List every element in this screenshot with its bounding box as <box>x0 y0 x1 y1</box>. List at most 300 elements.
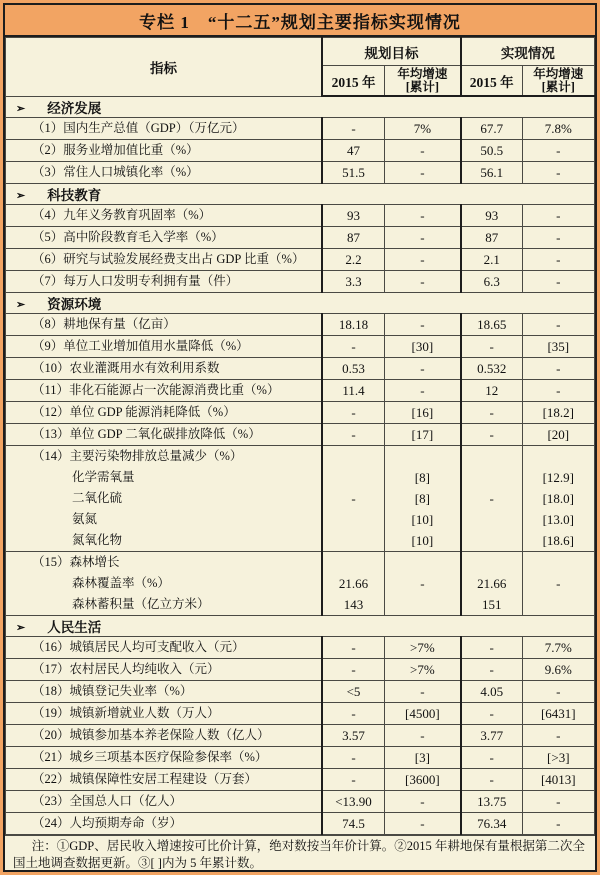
value-text: [13.0] <box>542 512 574 527</box>
value-text: [17] <box>411 427 434 442</box>
section-title: 科技教育 <box>47 188 102 203</box>
value-text: - <box>489 706 494 721</box>
value-text: - <box>556 816 561 831</box>
actual-growth-cell <box>522 205 594 227</box>
value-text: 67.7 <box>480 121 504 136</box>
value-text: - <box>420 684 425 699</box>
value-text: - <box>351 706 356 721</box>
value-text: [20] <box>547 427 570 442</box>
target-growth-cell <box>384 271 460 293</box>
indicator-text: （4）九年义务教育巩固率（%） <box>32 208 212 222</box>
section-arrow-icon: ➢ <box>16 622 26 634</box>
actual-growth-cell <box>522 813 594 835</box>
indicator-cell <box>6 358 323 380</box>
indicator-cell <box>6 446 323 552</box>
target-2015-cell <box>322 205 384 227</box>
table-row <box>6 681 595 703</box>
indicator-cell <box>6 162 323 184</box>
value-text: 3.57 <box>342 728 365 743</box>
value-text <box>385 446 460 467</box>
value-text <box>323 530 384 551</box>
value-text: 13.75 <box>477 794 507 809</box>
indicator-cell <box>6 314 323 336</box>
target-2015-cell <box>322 681 384 703</box>
value-text: 7.8% <box>544 121 572 136</box>
table-row <box>6 162 595 184</box>
target-growth-cell <box>384 227 460 249</box>
value-text: 6.3 <box>483 274 500 289</box>
indicator-text: （16）城镇居民人均可支配收入（元） <box>32 640 245 654</box>
target-2015-cell <box>322 424 384 446</box>
table-row <box>6 314 595 336</box>
table-row <box>6 747 595 769</box>
value-text: - <box>556 274 561 289</box>
value-text: [4013] <box>540 772 576 787</box>
table-row <box>6 249 595 271</box>
value-text: - <box>420 728 425 743</box>
indicator-text: （12）单位 GDP 能源消耗降低（%） <box>32 405 236 419</box>
indicator-text: （6）研究与试验发展经费支出占 GDP 比重（%） <box>32 252 305 266</box>
indicator-cell <box>6 552 323 616</box>
value-text: 93 <box>347 208 361 223</box>
value-text: [6431] <box>540 706 576 721</box>
actual-growth-cell <box>522 162 594 184</box>
value-text: <13.90 <box>335 794 372 809</box>
target-growth-cell <box>384 769 460 791</box>
table-row <box>6 791 595 813</box>
indicator-cell <box>6 725 323 747</box>
target-2015-cell <box>322 162 384 184</box>
value-text: [12.9] <box>542 470 574 485</box>
value-text <box>523 594 594 615</box>
value-text <box>462 552 522 573</box>
value-text: - <box>556 684 561 699</box>
indicator-text: （10）农业灌溉用水有效利用系数 <box>32 361 220 375</box>
value-text: 74.5 <box>342 816 365 831</box>
value-text: - <box>556 728 561 743</box>
indicator-text: 森林蓄积量（亿立方米） <box>72 597 210 611</box>
table-row <box>6 227 595 249</box>
value-text: - <box>489 772 494 787</box>
value-text: - <box>489 640 494 655</box>
indicator-cell <box>6 813 323 835</box>
value-text: 2.2 <box>345 252 362 267</box>
value-text: - <box>420 794 425 809</box>
target-growth-cell <box>384 402 460 424</box>
actual-growth-cell <box>522 249 594 271</box>
value-text: - <box>556 143 561 158</box>
target-2015-cell <box>322 402 384 424</box>
section-arrow-icon: ➢ <box>16 190 26 202</box>
indicator-cell <box>6 637 323 659</box>
indicator-text: （13）单位 GDP 二氧化碳排放降低（%） <box>32 427 261 441</box>
value-text: 7.7% <box>544 640 572 655</box>
value-text: - <box>351 427 356 442</box>
value-text: - <box>556 794 561 809</box>
target-2015-cell <box>322 380 384 402</box>
value-text: 4.05 <box>480 684 504 699</box>
actual-growth-cell <box>522 769 594 791</box>
indicator-text: 化学需氧量 <box>72 470 135 484</box>
value-text: [10] <box>411 533 434 548</box>
value-text: - <box>351 772 356 787</box>
value-text <box>523 552 594 573</box>
actual-2015-cell <box>461 552 522 616</box>
table-row <box>6 271 595 293</box>
value-text: [>3] <box>547 750 570 765</box>
value-text: [18.0] <box>542 491 574 506</box>
table-row <box>6 552 595 616</box>
value-text: 56.1 <box>480 165 504 180</box>
actual-2015-cell <box>461 769 522 791</box>
value-text: - <box>420 816 425 831</box>
actual-growth-cell <box>522 681 594 703</box>
table-row <box>6 725 595 747</box>
actual-growth-cell <box>522 791 594 813</box>
value-text: - <box>351 662 356 677</box>
value-text: 87 <box>347 230 361 245</box>
target-2015-cell <box>322 791 384 813</box>
value-text <box>462 530 522 551</box>
actual-2015-cell <box>461 249 522 271</box>
section-title: 人民生活 <box>47 620 102 635</box>
actual-2015-cell <box>461 813 522 835</box>
actual-2015-cell <box>461 140 522 162</box>
target-growth-cell <box>384 162 460 184</box>
indicator-cell <box>6 336 323 358</box>
target-2015-cell <box>322 446 384 552</box>
target-2015-cell <box>322 769 384 791</box>
value-text: - <box>489 405 494 420</box>
indicator-text: （8）耕地保有量（亿亩） <box>32 317 176 331</box>
actual-2015-cell <box>461 380 522 402</box>
section-title: 资源环境 <box>47 297 102 312</box>
indicator-cell <box>6 227 323 249</box>
actual-2015-cell <box>461 747 522 769</box>
table-row <box>6 637 595 659</box>
table-row <box>6 380 595 402</box>
indicator-text: （21）城乡三项基本医疗保险参保率（%） <box>32 750 268 764</box>
actual-2015-cell <box>461 446 522 552</box>
value-text: 47 <box>347 143 361 158</box>
indicator-text: （9）单位工业增加值用水量降低（%） <box>32 339 249 353</box>
actual-growth-cell <box>522 552 594 616</box>
indicator-text: （24）人均预期寿命（岁） <box>32 816 183 830</box>
actual-2015-cell <box>461 227 522 249</box>
section-row <box>6 293 595 314</box>
growth-header-line2: [累计] <box>405 79 440 94</box>
indicator-text: 二氧化硫 <box>72 491 123 505</box>
target-2015-cell <box>322 725 384 747</box>
indicators-table <box>5 37 595 835</box>
value-text: - <box>556 317 561 332</box>
indicator-text: （18）城镇登记失业率（%） <box>32 684 193 698</box>
actual-growth-cell <box>522 358 594 380</box>
value-text: - <box>351 491 356 506</box>
value-text: 143 <box>343 597 364 612</box>
target-growth-cell <box>384 703 460 725</box>
value-text: - <box>420 143 425 158</box>
value-text: 18.65 <box>477 317 507 332</box>
target-growth-cell <box>384 637 460 659</box>
value-text: >7% <box>410 662 435 677</box>
value-text: [35] <box>547 339 570 354</box>
target-growth-cell <box>384 205 460 227</box>
value-text: - <box>420 252 425 267</box>
table-row <box>6 205 595 227</box>
value-text: 50.5 <box>480 143 504 158</box>
value-text: - <box>489 662 494 677</box>
target-2015-cell <box>322 336 384 358</box>
value-text: 0.53 <box>342 361 365 376</box>
target-growth-cell <box>384 140 460 162</box>
table-row <box>6 140 595 162</box>
col-header-actual: 实现情况 <box>461 38 595 66</box>
value-text: - <box>556 576 561 591</box>
table-row <box>6 118 595 140</box>
indicator-text: （7）每万人口发明专利拥有量（件） <box>32 274 239 288</box>
value-text: - <box>351 640 356 655</box>
page-title: 专栏 1 “十二五”规划主要指标实现情况 <box>139 12 461 32</box>
col-header-actual-2015: 2015 年 <box>461 66 522 97</box>
value-text: [8] <box>414 470 430 485</box>
value-text: - <box>489 339 494 354</box>
indicator-cell <box>6 205 323 227</box>
indicator-text: （3）常住人口城镇化率（%） <box>32 165 199 179</box>
value-text <box>462 446 522 467</box>
indicator-text: （5）高中阶段教育毛入学率（%） <box>32 230 224 244</box>
indicator-text: （22）城镇保障性安居工程建设（万套） <box>32 772 258 786</box>
section-header <box>6 184 595 205</box>
actual-growth-cell <box>522 314 594 336</box>
indicator-cell <box>6 681 323 703</box>
value-text: - <box>420 383 425 398</box>
target-2015-cell <box>322 637 384 659</box>
col-header-target-growth <box>384 66 460 97</box>
value-text <box>385 552 460 573</box>
indicator-text: （20）城镇参加基本养老保险人数（亿人） <box>32 728 270 742</box>
value-text: - <box>556 230 561 245</box>
actual-growth-cell <box>522 271 594 293</box>
col-header-target-2015: 2015 年 <box>322 66 384 97</box>
col-header-plan-target: 规划目标 <box>322 38 461 66</box>
target-growth-cell <box>384 725 460 747</box>
value-text: 21.66 <box>338 576 369 591</box>
value-text: - <box>556 361 561 376</box>
target-growth-cell <box>384 813 460 835</box>
value-text: 7% <box>413 121 432 136</box>
target-growth-cell <box>384 681 460 703</box>
table-row <box>6 769 595 791</box>
footnotes: 注：①GDP、居民收入增速按可比价计算，绝对数按当年价计算。②2015 年耕地保有量根据第二次全国土地调查数据更新。③[ ]内为 5 年累计数。 <box>5 835 595 872</box>
target-2015-cell <box>322 118 384 140</box>
indicator-text: （15）森林增长 <box>32 555 120 569</box>
actual-growth-cell <box>522 424 594 446</box>
actual-2015-cell <box>461 271 522 293</box>
indicator-text: （17）农村居民人均纯收入（元） <box>32 662 220 676</box>
table-row <box>6 424 595 446</box>
target-growth-cell <box>384 791 460 813</box>
target-2015-cell <box>322 314 384 336</box>
value-text <box>323 552 384 573</box>
value-text: - <box>420 165 425 180</box>
indicator-cell <box>6 402 323 424</box>
value-text: [3600] <box>405 772 440 787</box>
table-body <box>6 96 595 835</box>
indicator-cell <box>6 791 323 813</box>
indicator-text: （2）服务业增加值比重（%） <box>32 143 199 157</box>
table-row <box>6 813 595 835</box>
value-text <box>385 594 460 615</box>
value-text: 21.66 <box>477 576 507 591</box>
value-text: [18.6] <box>542 533 574 548</box>
value-text: - <box>489 491 494 506</box>
value-text: [3] <box>414 750 430 765</box>
value-text: 11.4 <box>342 383 365 398</box>
actual-2015-cell <box>461 725 522 747</box>
value-text: [8] <box>414 491 430 506</box>
indicator-text: （1）国内生产总值（GDP）（万亿元） <box>32 121 245 135</box>
indicator-cell <box>6 769 323 791</box>
value-text: - <box>351 339 356 354</box>
table-frame <box>3 3 597 872</box>
value-text: - <box>351 405 356 420</box>
indicator-cell <box>6 271 323 293</box>
actual-growth-cell <box>522 446 594 552</box>
indicator-cell <box>6 118 323 140</box>
actual-growth-cell <box>522 336 594 358</box>
target-2015-cell <box>322 227 384 249</box>
growth-header-line2: [累计] <box>541 79 575 94</box>
indicator-text: 森林覆盖率（%） <box>72 576 170 590</box>
actual-2015-cell <box>461 681 522 703</box>
target-growth-cell <box>384 314 460 336</box>
actual-growth-cell <box>522 380 594 402</box>
indicator-text: （19）城镇新增就业人数（万人） <box>32 706 220 720</box>
value-text: 12 <box>485 383 499 398</box>
value-text: - <box>489 427 494 442</box>
value-text <box>462 509 522 530</box>
value-text: - <box>420 576 425 591</box>
value-text <box>523 446 594 467</box>
actual-2015-cell <box>461 358 522 380</box>
section-arrow-icon: ➢ <box>16 299 26 311</box>
value-text: 0.532 <box>477 361 507 376</box>
indicator-text: 氮氧化物 <box>72 533 123 547</box>
value-text: [18.2] <box>542 405 574 420</box>
section-header <box>6 616 595 637</box>
indicator-cell <box>6 380 323 402</box>
target-growth-cell <box>384 249 460 271</box>
target-2015-cell <box>322 140 384 162</box>
actual-growth-cell <box>522 725 594 747</box>
target-2015-cell <box>322 659 384 681</box>
actual-growth-cell <box>522 659 594 681</box>
actual-2015-cell <box>461 314 522 336</box>
target-growth-cell <box>384 552 460 616</box>
value-text: - <box>556 208 561 223</box>
value-text: - <box>556 252 561 267</box>
value-text: - <box>556 383 561 398</box>
actual-2015-cell <box>461 424 522 446</box>
section-row <box>6 616 595 637</box>
table-row <box>6 358 595 380</box>
actual-growth-cell <box>522 703 594 725</box>
value-text: 18.18 <box>338 317 369 332</box>
section-header <box>6 293 595 314</box>
value-text: 76.34 <box>477 816 507 831</box>
actual-2015-cell <box>461 703 522 725</box>
target-growth-cell <box>384 659 460 681</box>
target-2015-cell <box>322 703 384 725</box>
value-text: >7% <box>410 640 435 655</box>
actual-growth-cell <box>522 747 594 769</box>
indicator-text: 氨氮 <box>72 512 98 526</box>
table-header <box>6 38 595 97</box>
growth-header-line1: 年均增速 <box>397 66 448 81</box>
value-text <box>323 446 384 467</box>
value-text <box>323 467 384 488</box>
value-text: - <box>351 750 356 765</box>
actual-2015-cell <box>461 402 522 424</box>
section-row <box>6 96 595 118</box>
indicator-cell <box>6 249 323 271</box>
actual-growth-cell <box>522 118 594 140</box>
col-header-indicator: 指标 <box>6 38 323 97</box>
target-2015-cell <box>322 271 384 293</box>
indicator-cell <box>6 747 323 769</box>
target-growth-cell <box>384 446 460 552</box>
target-2015-cell <box>322 552 384 616</box>
indicator-cell <box>6 424 323 446</box>
actual-2015-cell <box>461 205 522 227</box>
value-text: [30] <box>411 339 434 354</box>
value-text: 3.77 <box>480 728 504 743</box>
value-text: [4500] <box>405 706 440 721</box>
value-text: [16] <box>411 405 434 420</box>
value-text: 51.5 <box>342 165 365 180</box>
target-2015-cell <box>322 747 384 769</box>
value-text: - <box>556 165 561 180</box>
target-growth-cell <box>384 424 460 446</box>
value-text: 93 <box>485 208 499 223</box>
title-bar <box>5 5 595 37</box>
section-arrow-icon: ➢ <box>16 103 26 115</box>
value-text: 3.3 <box>345 274 362 289</box>
value-text: [10] <box>411 512 434 527</box>
value-text: - <box>420 361 425 376</box>
table-row <box>6 703 595 725</box>
value-text: 2.1 <box>483 252 500 267</box>
target-growth-cell <box>384 358 460 380</box>
target-2015-cell <box>322 813 384 835</box>
target-2015-cell <box>322 249 384 271</box>
actual-growth-cell <box>522 637 594 659</box>
value-text: - <box>420 274 425 289</box>
growth-header-line1: 年均增速 <box>533 66 584 81</box>
target-growth-cell <box>384 747 460 769</box>
indicator-text: （14）主要污染物排放总量减少（%） <box>32 449 243 463</box>
actual-2015-cell <box>461 659 522 681</box>
value-text: - <box>420 317 425 332</box>
value-text: 9.6% <box>544 662 572 677</box>
section-header <box>6 96 595 118</box>
target-growth-cell <box>384 336 460 358</box>
section-title: 经济发展 <box>47 101 102 116</box>
table-row <box>6 659 595 681</box>
section-row <box>6 184 595 205</box>
indicator-cell <box>6 140 323 162</box>
